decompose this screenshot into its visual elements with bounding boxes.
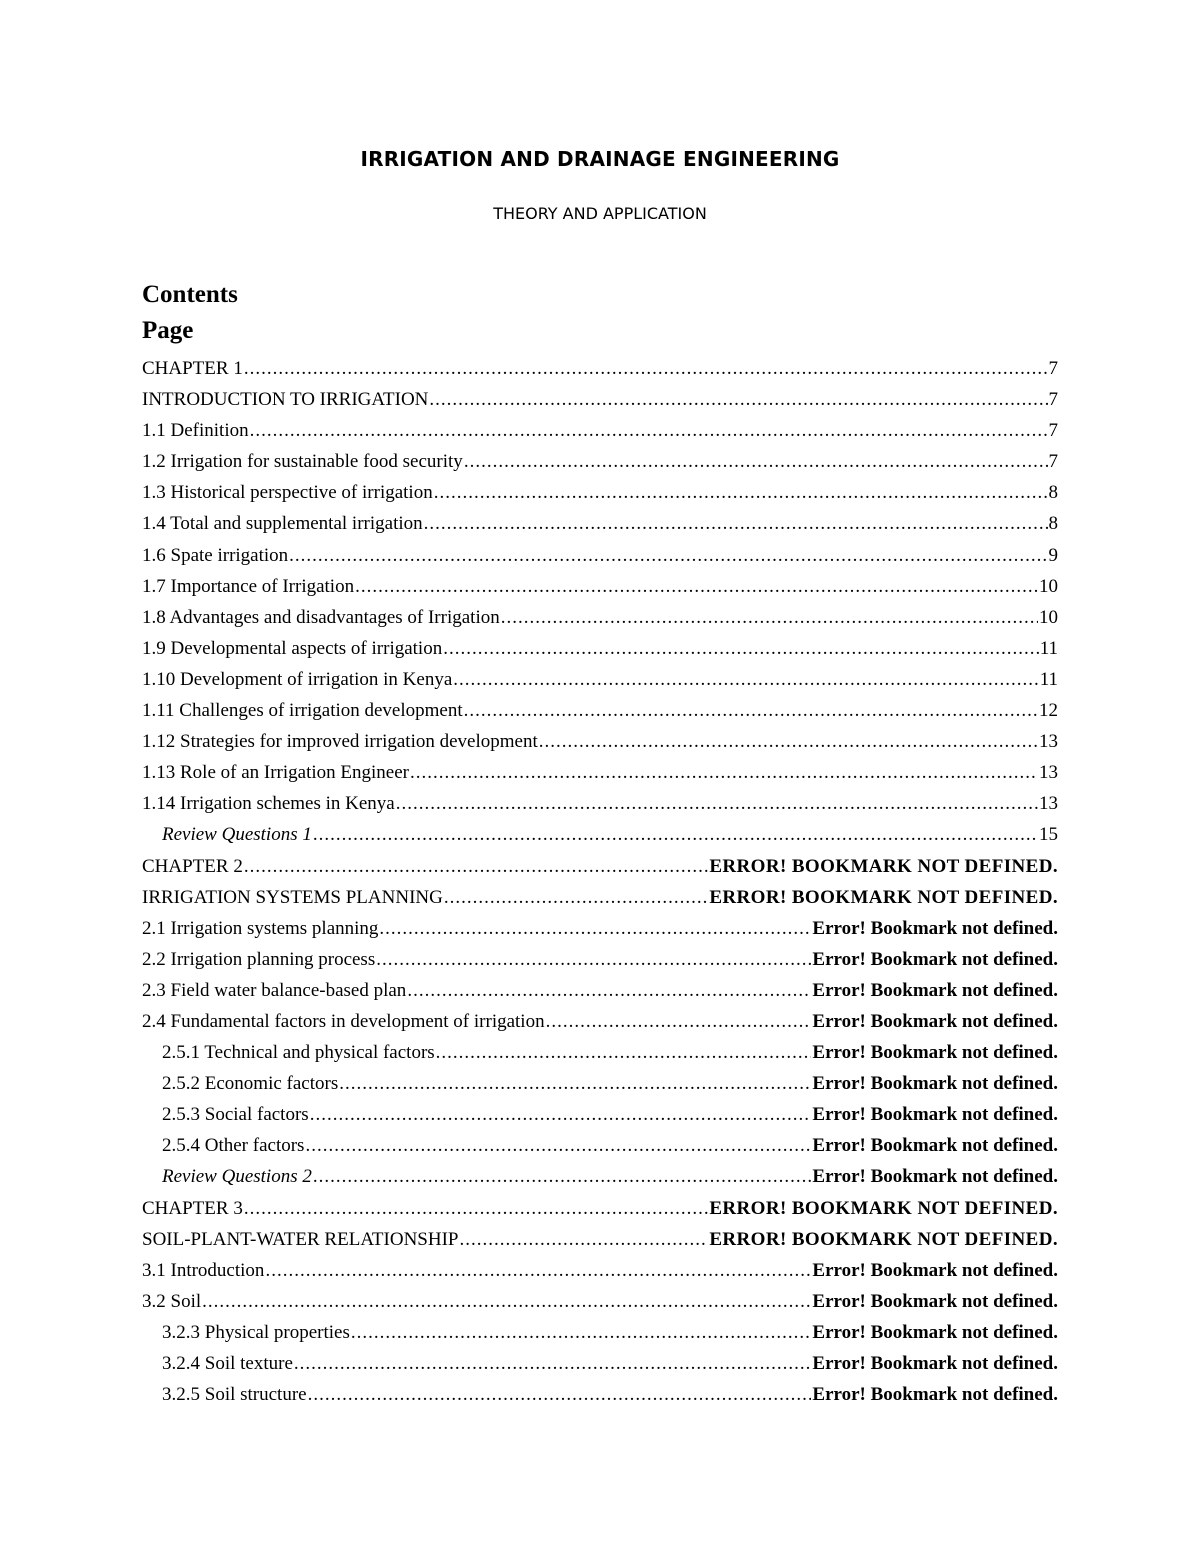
toc-entry-label: 2.5.1 Technical and physical factors (162, 1042, 435, 1064)
toc-dot-leader (453, 664, 1038, 695)
toc-entry-label: 1.7 Importance of Irrigation (142, 575, 355, 597)
toc-entry[interactable] (142, 788, 1058, 819)
toc-dot-leader (250, 415, 1048, 446)
toc-entry[interactable] (142, 1130, 1058, 1161)
toc-entry[interactable] (142, 757, 1058, 788)
toc-dot-leader (444, 882, 708, 913)
toc-entry[interactable] (142, 1099, 1058, 1130)
document-subtitle: THEORY AND APPLICATION (493, 204, 707, 223)
toc-dot-leader (305, 1130, 811, 1161)
toc-entry-page: 7 (1048, 451, 1058, 473)
toc-entry-page: 10 (1039, 606, 1058, 628)
toc-entry-label: SOIL-PLANT-WATER RELATIONSHIP (142, 1228, 459, 1250)
toc-dot-leader (313, 1161, 812, 1192)
toc-entry-page: Error! Bookmark not defined. (812, 1259, 1058, 1281)
toc-entry-page: ERROR! BOOKMARK NOT DEFINED. (709, 855, 1058, 877)
toc-entry-label: 1.11 Challenges of irrigation development (142, 700, 463, 722)
toc-entry-label: 1.8 Advantages and disadvantages of Irrigation (142, 606, 500, 628)
toc-entry-label: 3.2.5 Soil structure (162, 1384, 307, 1406)
toc-entry-page: 9 (1048, 544, 1058, 566)
toc-entry-page: 13 (1039, 793, 1058, 815)
toc-dot-leader (289, 540, 1047, 571)
toc-dot-leader (294, 1348, 812, 1379)
toc-entry[interactable] (142, 882, 1058, 913)
toc-entry-page: Error! Bookmark not defined. (812, 917, 1058, 939)
toc-entry-label: IRRIGATION SYSTEMS PLANNING (142, 886, 443, 908)
toc-entry-page: Error! Bookmark not defined. (812, 1290, 1058, 1312)
toc-dot-leader (308, 1379, 812, 1410)
toc-dot-leader (339, 1068, 811, 1099)
toc-entry[interactable] (142, 1068, 1058, 1099)
toc-entry[interactable] (142, 1193, 1058, 1224)
toc-dot-leader (265, 1255, 811, 1286)
toc-entry[interactable] (142, 477, 1058, 508)
toc-dot-leader (202, 1286, 811, 1317)
toc-entry-page: Error! Bookmark not defined. (812, 1104, 1058, 1126)
toc-entry-label: INTRODUCTION TO IRRIGATION (142, 389, 429, 411)
toc-entry-label: 3.2 Soil (142, 1290, 202, 1312)
toc-entry-label: 1.3 Historical perspective of irrigation (142, 482, 433, 504)
toc-dot-leader (244, 1193, 709, 1224)
toc-dot-leader (310, 1099, 812, 1130)
toc-entry-page: 13 (1039, 762, 1058, 784)
toc-entry[interactable] (142, 726, 1058, 757)
toc-entry-label: 1.1 Definition (142, 420, 249, 442)
toc-entry-label: CHAPTER 3 (142, 1197, 243, 1219)
toc-entry[interactable] (142, 633, 1058, 664)
toc-entry-label: 1.2 Irrigation for sustainable food security (142, 451, 463, 473)
toc-entry-page: Error! Bookmark not defined. (812, 1135, 1058, 1157)
toc-entry-page: Error! Bookmark not defined. (812, 1321, 1058, 1343)
toc-entry-label: Review Questions 1 (162, 824, 312, 846)
toc-entry-page: Error! Bookmark not defined. (812, 1166, 1058, 1188)
toc-entry[interactable] (142, 851, 1058, 882)
toc-entry-page: 13 (1039, 731, 1058, 753)
toc-entry[interactable] (142, 1224, 1058, 1255)
toc-entry-label: 2.2 Irrigation planning process (142, 948, 376, 970)
toc-dot-leader (424, 508, 1048, 539)
contents-heading: Contents (142, 281, 238, 308)
toc-entry[interactable] (142, 695, 1058, 726)
toc-entry-page: 7 (1048, 420, 1058, 442)
toc-entry-label: 3.2.3 Physical properties (162, 1321, 350, 1343)
toc-dot-leader (379, 913, 811, 944)
toc-entry-label: 2.5.2 Economic factors (162, 1073, 339, 1095)
toc-entry-label: 1.4 Total and supplemental irrigation (142, 513, 423, 535)
toc-dot-leader (407, 975, 811, 1006)
toc-entry-page: 8 (1048, 482, 1058, 504)
toc-entry-label: 1.6 Spate irrigation (142, 544, 289, 566)
toc-entry-label: 1.14 Irrigation schemes in Kenya (142, 793, 395, 815)
toc-entry-label: Review Questions 2 (162, 1166, 312, 1188)
toc-entry-label: 2.1 Irrigation systems planning (142, 917, 379, 939)
toc-entry-page: 10 (1039, 575, 1058, 597)
toc-entry-page: Error! Bookmark not defined. (812, 948, 1058, 970)
page-column-heading: Page (142, 317, 194, 344)
toc-dot-leader (355, 571, 1038, 602)
toc-entry[interactable] (142, 1286, 1058, 1317)
toc-entry-page: Error! Bookmark not defined. (812, 1353, 1058, 1374)
toc-entry-page: ERROR! BOOKMARK NOT DEFINED. (709, 1197, 1058, 1219)
table-of-contents (142, 353, 1058, 1410)
toc-entry-page: 11 (1039, 637, 1058, 659)
toc-dot-leader (410, 757, 1038, 788)
toc-entry-page: ERROR! BOOKMARK NOT DEFINED. (709, 886, 1058, 908)
toc-entry[interactable] (142, 1348, 1058, 1379)
toc-dot-leader (313, 819, 1038, 850)
toc-entry-label: 1.13 Role of an Irrigation Engineer (142, 762, 409, 784)
toc-entry-label: 3.2.4 Soil texture (162, 1353, 293, 1374)
toc-entry[interactable] (142, 602, 1058, 633)
toc-entry[interactable] (142, 1006, 1058, 1037)
toc-dot-leader (460, 1224, 709, 1255)
toc-dot-leader (464, 446, 1048, 477)
toc-entry-page: 8 (1048, 513, 1058, 535)
toc-entry-page: Error! Bookmark not defined. (812, 1010, 1058, 1032)
toc-entry-label: 2.3 Field water balance-based plan (142, 979, 407, 1001)
toc-entry[interactable] (142, 664, 1058, 695)
toc-entry-label: CHAPTER 1 (142, 358, 243, 379)
toc-entry[interactable] (142, 975, 1058, 1006)
toc-dot-leader (539, 726, 1038, 757)
toc-entry-label: CHAPTER 2 (142, 855, 243, 877)
toc-entry-page: 11 (1039, 668, 1058, 690)
toc-entry-label: 1.12 Strategies for improved irrigation development (142, 731, 538, 753)
toc-entry-page: Error! Bookmark not defined. (812, 979, 1058, 1001)
toc-entry[interactable] (142, 571, 1058, 602)
toc-dot-leader (436, 1037, 812, 1068)
toc-entry-page: 12 (1039, 700, 1058, 722)
toc-entry[interactable] (142, 819, 1058, 850)
toc-entry-label: 2.4 Fundamental factors in development of irrigation (142, 1010, 545, 1032)
toc-dot-leader (429, 384, 1047, 415)
toc-entry-label: 3.1 Introduction (142, 1259, 265, 1281)
toc-entry[interactable] (142, 415, 1058, 446)
toc-entry-label: 2.5.4 Other factors (162, 1135, 305, 1157)
toc-dot-leader (443, 633, 1038, 664)
toc-entry[interactable] (142, 540, 1058, 571)
toc-entry[interactable] (142, 446, 1058, 477)
toc-entry-page: 7 (1048, 358, 1058, 379)
toc-dot-leader (396, 788, 1038, 819)
toc-dot-leader (351, 1317, 812, 1348)
toc-entry-page: Error! Bookmark not defined. (812, 1384, 1058, 1406)
toc-entry-page: ERROR! BOOKMARK NOT DEFINED. (709, 1228, 1058, 1250)
toc-entry[interactable] (142, 384, 1058, 415)
toc-entry[interactable] (142, 1255, 1058, 1286)
document-title: IRRIGATION AND DRAINAGE ENGINEERING (360, 147, 840, 171)
toc-entry[interactable] (142, 1317, 1058, 1348)
toc-entry[interactable] (142, 1161, 1058, 1192)
toc-dot-leader (376, 944, 811, 975)
toc-entry[interactable] (142, 353, 1058, 384)
toc-entry[interactable] (142, 944, 1058, 975)
toc-entry-page: 15 (1039, 824, 1058, 846)
toc-entry-label: 1.10 Development of irrigation in Kenya (142, 668, 453, 690)
toc-entry[interactable] (142, 1037, 1058, 1068)
toc-dot-leader (546, 1006, 812, 1037)
toc-entry-page: Error! Bookmark not defined. (812, 1042, 1058, 1064)
toc-entry-page: Error! Bookmark not defined. (812, 1073, 1058, 1095)
toc-entry-label: 2.5.3 Social factors (162, 1104, 309, 1126)
toc-dot-leader (501, 602, 1038, 633)
toc-entry[interactable] (142, 913, 1058, 944)
toc-entry[interactable] (142, 1379, 1058, 1410)
toc-dot-leader (244, 353, 1048, 384)
toc-entry-label: 1.9 Developmental aspects of irrigation (142, 637, 443, 659)
toc-dot-leader (244, 851, 709, 882)
toc-dot-leader (464, 695, 1038, 726)
toc-dot-leader (434, 477, 1048, 508)
toc-entry[interactable] (142, 508, 1058, 539)
toc-entry-page: 7 (1048, 389, 1058, 411)
